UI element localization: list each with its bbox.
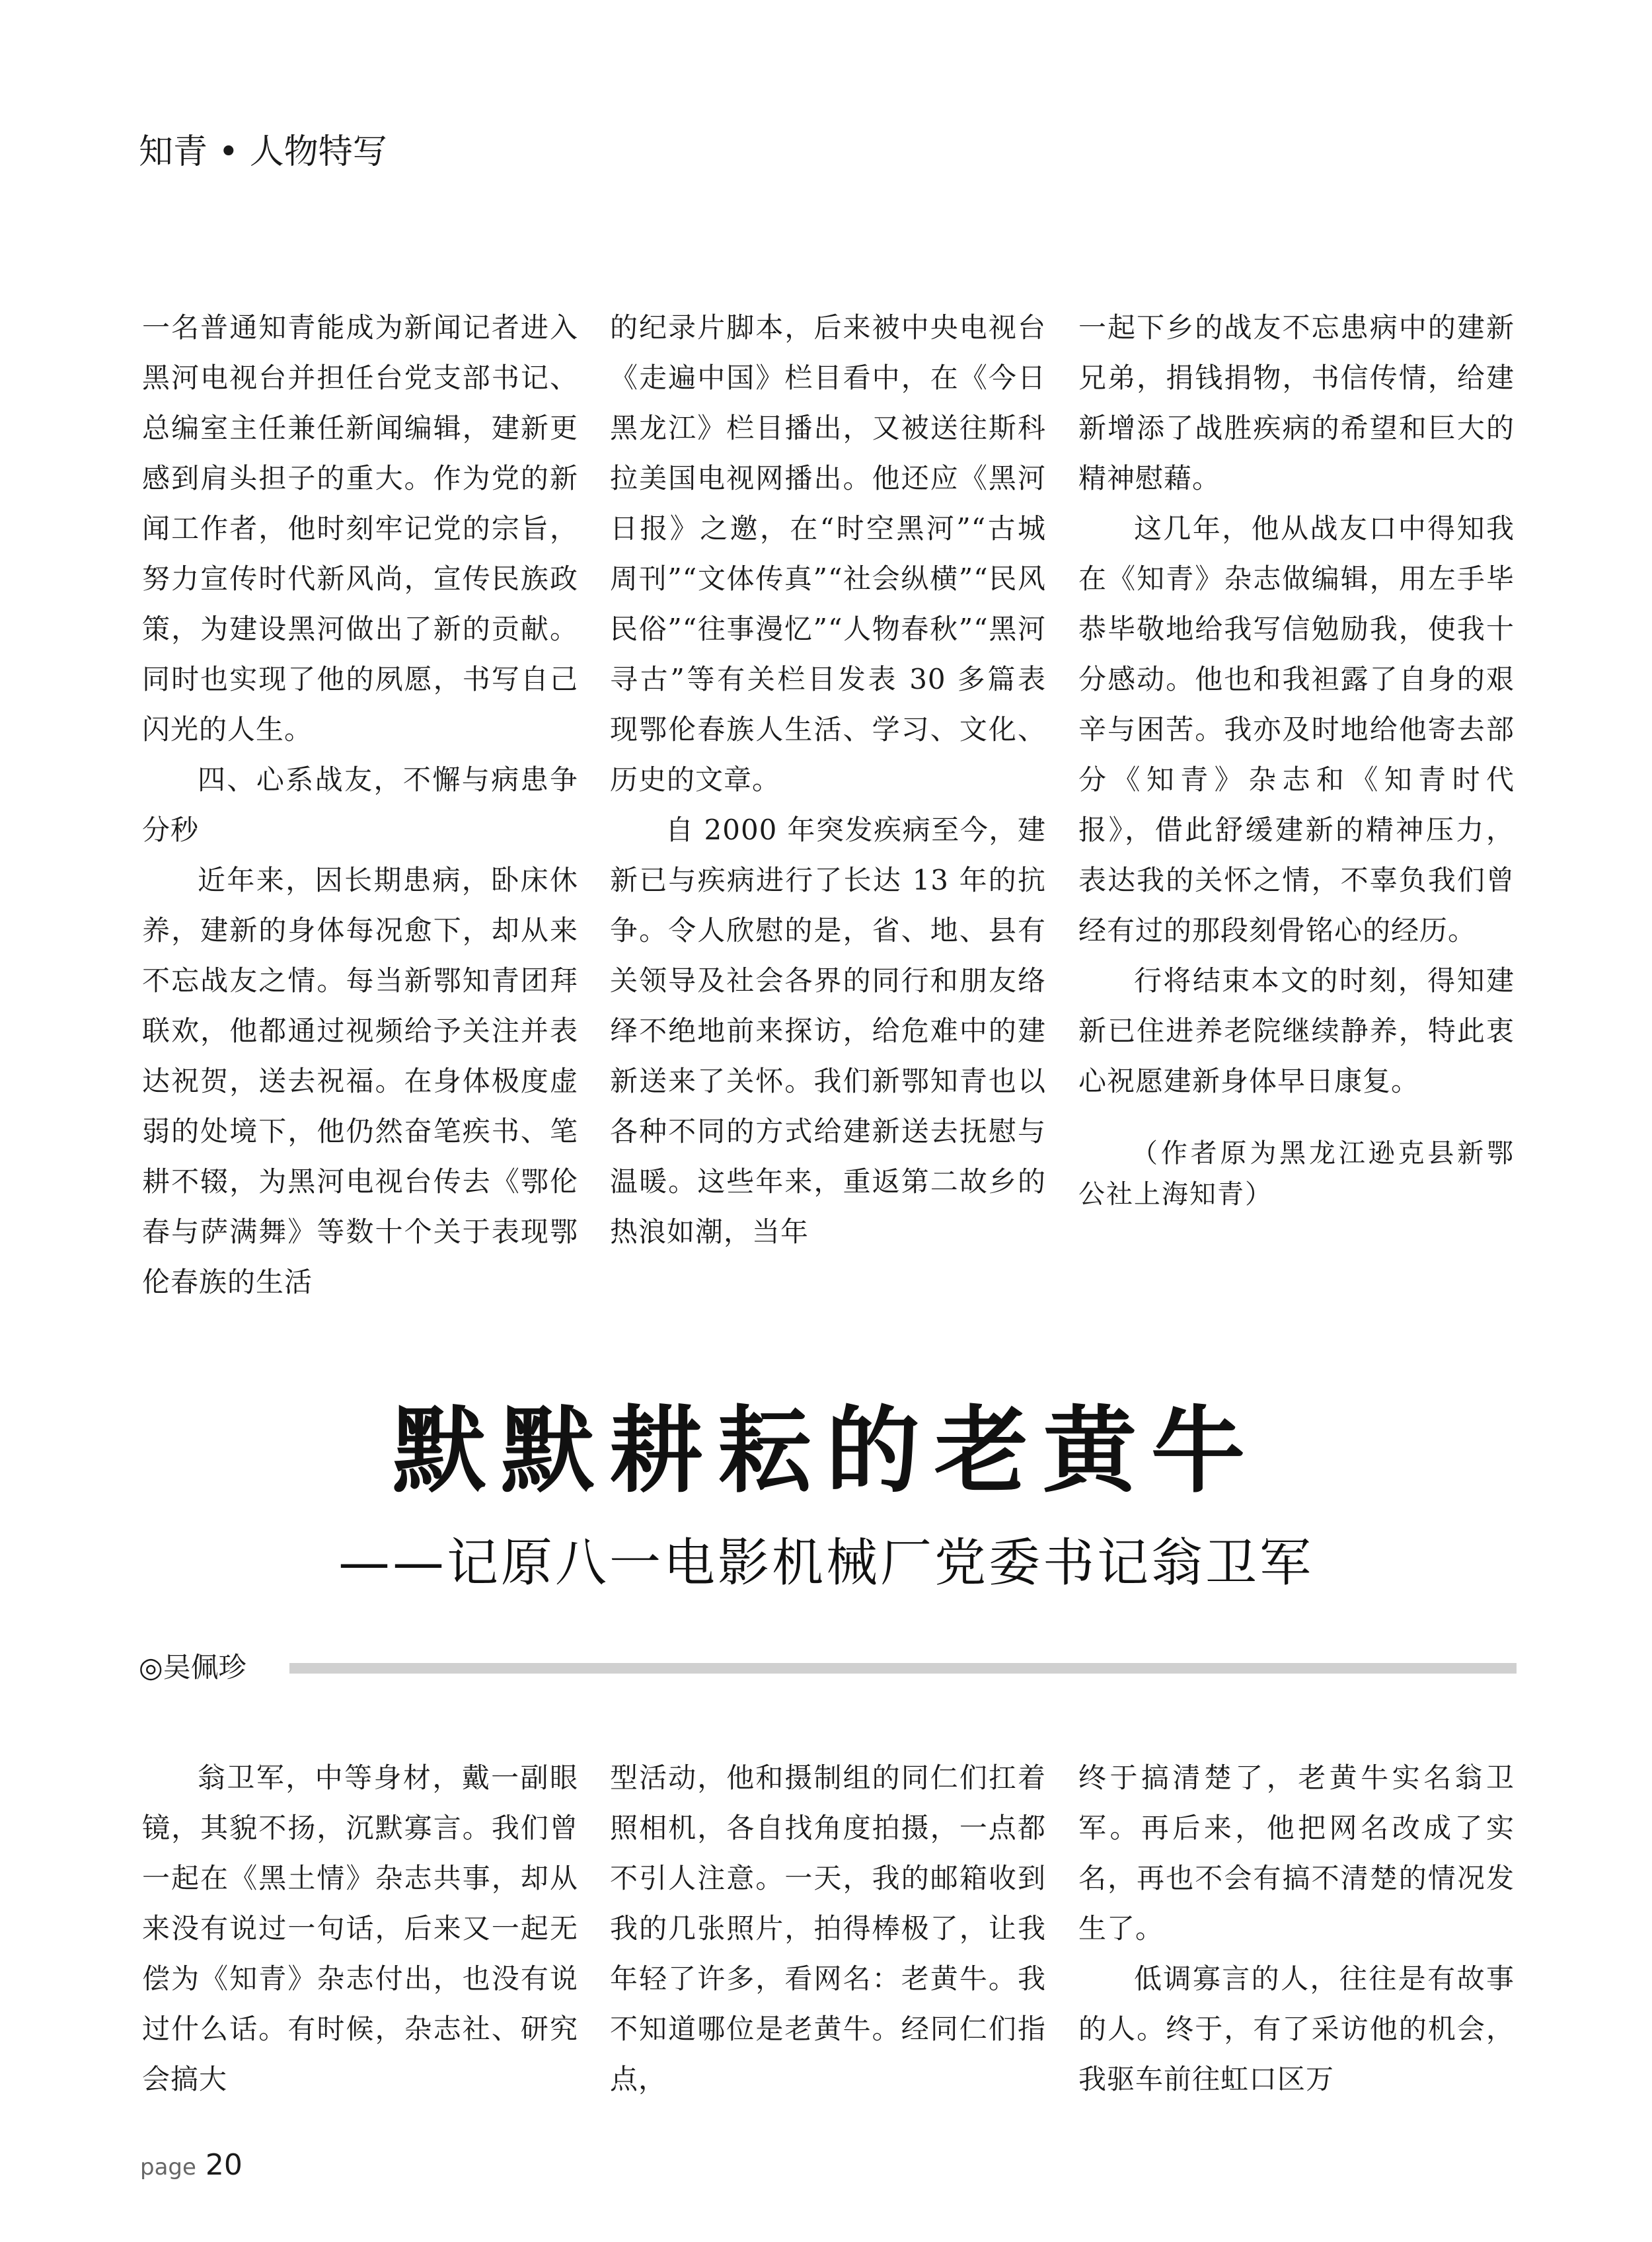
prev-article-column-2 — [610, 303, 1046, 1274]
paragraph: 自 2000 年突发疾病至今，建新已与疾病进行了长达 13 年的抗争。令人欣慰的是，省、地、县有关领导及社会各界的同行和朋友络绎不绝地前来探访，给危难中的建新送来了关怀。我们新鄂知青也以各种不同的方式给建新送去抚慰与温暖。这些年来，重返第二故乡的热浪如潮，当年 — [610, 814, 1046, 1248]
page-footer — [140, 2148, 243, 2190]
article-column-3 — [1078, 1753, 1515, 2095]
author-row — [139, 1644, 1517, 1691]
article-column-1 — [142, 1753, 578, 2095]
paragraph: 一起下乡的战友不忘患病中的建新兄弟，捐钱捐物，书信传情，给建新增添了战胜疾病的希望和巨大的精神慰藉。 — [1078, 311, 1515, 494]
divider-rule — [289, 1663, 1517, 1674]
article-subtitle: ——记原八一电影机械厂党委书记翁卫军 — [338, 1533, 1314, 1593]
prev-article-column-3 — [1078, 303, 1515, 1274]
paragraph: 低调寡言的人，往往是有故事的人。终于，有了采访他的机会，我驱车前往虹口区万 — [1078, 1962, 1515, 2095]
paragraph: 一名普通知青能成为新闻记者进入黑河电视台并担任台党支部书记、总编室主任兼任新闻编辑，建新更感到肩头担子的重大。作为党的新闻工作者，他时刻牢记党的宗旨，努力宣传时代新风尚，宣传民族政策，为建设黑河做出了新的贡献。同时也实现了他的夙愿，书写自己闪光的人生。 — [142, 311, 578, 746]
article-column-2 — [610, 1753, 1046, 2095]
article-title: 默默耕耘的老黄牛 — [393, 1396, 1259, 1506]
paragraph: 这几年，他从战友口中得知我在《知青》杂志做编辑，用左手毕恭毕敬地给我写信勉励我，使我十分感动。他也和我袒露了自身的艰辛与困苦。我亦及时地给他寄去部分《知青》杂志和《知青时代报》，借此舒缓建新的精神压力，表达我的关怀之情，不辜负我们曾经有过的那段刻骨铭心的经历。 — [1078, 512, 1515, 947]
prev-article-column-1 — [142, 303, 578, 1298]
paragraph: 型活动，他和摄制组的同仁们扛着照相机，各自找角度拍摄，一点都不引人注意。一天，我的邮箱收到我的几张照片，拍得棒极了，让我年轻了许多，看网名：老黄牛。我不知道哪位是老黄牛。经同仁们指点， — [610, 1761, 1046, 2095]
page-number: 20 — [205, 2148, 243, 2182]
page-label: page — [140, 2154, 196, 2181]
paragraph: 近年来，因长期患病，卧床休养，建新的身体每况愈下，却从来不忘战友之情。每当新鄂知青团拜联欢，他都通过视频给予关注并表达祝贺，送去祝福。在身体极度虚弱的处境下，他仍然奋笔疾书、笔耕不辍，为黑河电视台传去《鄂伦春与萨满舞》等数十个关于表现鄂伦春族的生活 — [142, 864, 578, 1298]
paragraph: 行将结束本文的时刻，得知建新已住进养老院继续静养，特此衷心祝愿建新身体早日康复。 — [1078, 964, 1515, 1097]
author-name: ◎吴佩珍 — [139, 1651, 246, 1683]
author-note: （作者原为黑龙江逊克县新鄂公社上海知青） — [1078, 1138, 1515, 1210]
paragraph: 的纪录片脚本，后来被中央电视台《走遍中国》栏目看中，在《今日黑龙江》栏目播出，又被送往斯科拉美国电视网播出。他还应《黑河日报》之邀，在“时空黑河”“古城周刊”“文体传真”“社会纵横”“民风民俗”“往事漫忆”“人物春秋”“黑河寻古”等有关栏目发表 30 多篇表现鄂伦春族人生活、学习、文化、历史的文章。 — [610, 311, 1046, 796]
subheading: 四、心系战友，不懈与病患争分秒 — [142, 763, 578, 846]
paragraph: 终于搞清楚了，老黄牛实名翁卫军。再后来，他把网名改成了实名，再也不会有搞不清楚的情况发生了。 — [1078, 1761, 1515, 1945]
paragraph: 翁卫军，中等身材，戴一副眼镜，其貌不扬，沉默寡言。我们曾一起在《黑土情》杂志共事，却从来没有说过一句话，后来又一起无偿为《知青》杂志付出，也没有说过什么话。有时候，杂志社、研究会搞大 — [142, 1761, 578, 2095]
section-header: 知青 • 人物特写 — [139, 132, 387, 172]
